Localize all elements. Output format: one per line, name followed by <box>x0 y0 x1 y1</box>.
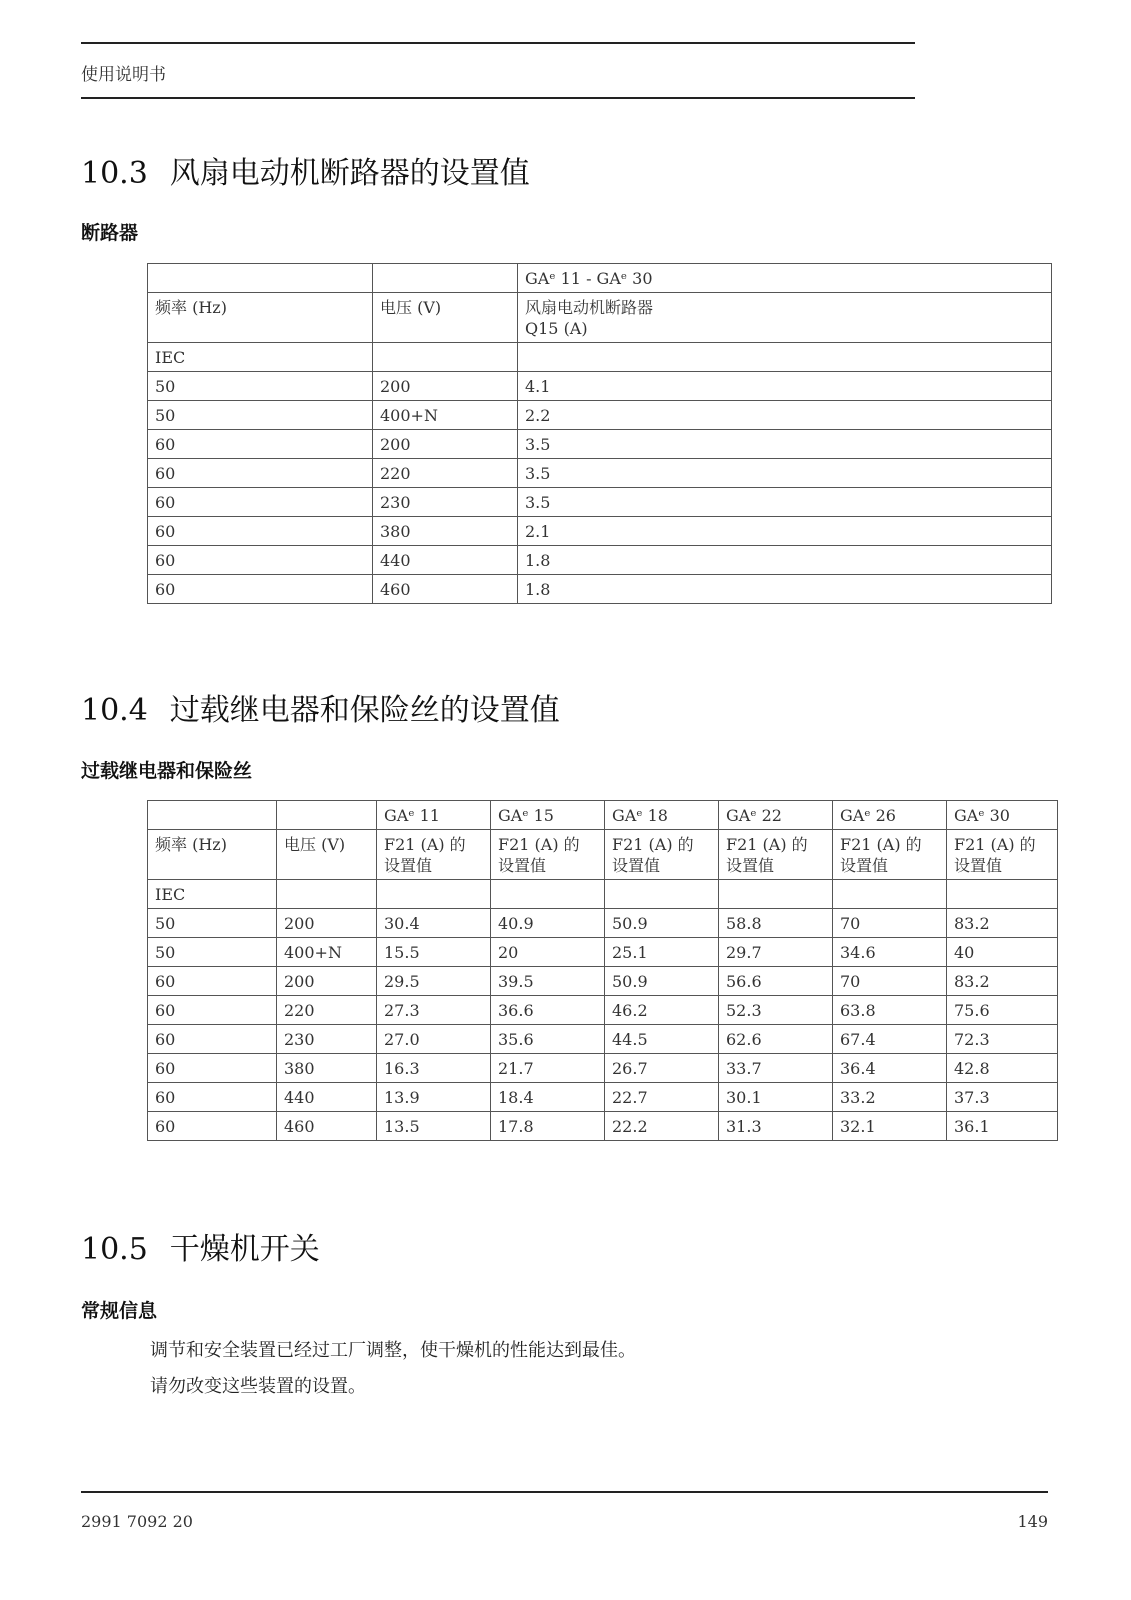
header-line: F21 (A) 的 <box>726 835 808 854</box>
overload-table <box>147 800 1058 1141</box>
table-cell: 21.7 <box>491 1054 605 1083</box>
table-cell: 83.2 <box>947 909 1058 938</box>
table-cell: 440 <box>373 546 518 575</box>
header-line: 设置值 <box>384 856 433 875</box>
table-cell: 460 <box>277 1112 377 1141</box>
table-cell: 15.5 <box>377 938 491 967</box>
table-cell: 50.9 <box>605 967 719 996</box>
table-cell: 200 <box>373 430 518 459</box>
table-cell: 27.3 <box>377 996 491 1025</box>
table-row <box>148 343 1052 372</box>
section-heading-10-5 <box>81 1224 320 1268</box>
table-cell: 32.1 <box>833 1112 947 1141</box>
table-row <box>148 575 1052 604</box>
table-cell: 40.9 <box>491 909 605 938</box>
table-cell: 60 <box>148 459 373 488</box>
table-cell: 60 <box>148 1025 277 1054</box>
table-cell: 380 <box>277 1054 377 1083</box>
table-row <box>148 830 1058 880</box>
table-cell: 1.8 <box>518 546 1052 575</box>
table-cell: 4.1 <box>518 372 1052 401</box>
table-cell: 52.3 <box>719 996 833 1025</box>
table-cell: 29.5 <box>377 967 491 996</box>
table-cell: 200 <box>373 372 518 401</box>
header-line: F21 (A) 的 <box>954 835 1036 854</box>
table-cell: 380 <box>373 517 518 546</box>
table-cell: 27.0 <box>377 1025 491 1054</box>
table-row <box>148 546 1052 575</box>
table-cell: 70 <box>833 967 947 996</box>
table-cell: 230 <box>277 1025 377 1054</box>
breaker-table-body <box>148 264 1052 604</box>
table-cell: 50 <box>148 909 277 938</box>
table-cell: 460 <box>373 575 518 604</box>
table-cell: 46.2 <box>605 996 719 1025</box>
header-line: F21 (A) 的 <box>498 835 580 854</box>
table-row <box>148 1025 1058 1054</box>
table-row <box>148 459 1052 488</box>
table-cell: 230 <box>373 488 518 517</box>
table-cell: 60 <box>148 996 277 1025</box>
table-cell: 36.6 <box>491 996 605 1025</box>
model-header: GAᵉ 15 <box>491 801 605 830</box>
table-cell: 60 <box>148 488 373 517</box>
table-cell: 3.5 <box>518 459 1052 488</box>
table-cell: 20 <box>491 938 605 967</box>
breaker-table <box>147 263 1052 604</box>
table-cell: 60 <box>148 1112 277 1141</box>
table-cell <box>377 880 491 909</box>
col-header-frequency: 频率 (Hz) <box>148 830 277 880</box>
paragraph: 请勿改变这些装置的设置。 <box>150 1376 366 1397</box>
table-cell: 37.3 <box>947 1083 1058 1112</box>
table-cell: 60 <box>148 430 373 459</box>
header-line: Q15 (A) <box>525 319 588 338</box>
table-cell: 35.6 <box>491 1025 605 1054</box>
table-row <box>148 264 1052 293</box>
model-header: GAᵉ 26 <box>833 801 947 830</box>
table-cell: 44.5 <box>605 1025 719 1054</box>
value-header <box>491 830 605 880</box>
table-cell <box>491 880 605 909</box>
value-header <box>605 830 719 880</box>
section-subtitle: 过载继电器和保险丝 <box>81 760 253 782</box>
table-cell <box>148 801 277 830</box>
header-line: F21 (A) 的 <box>840 835 922 854</box>
table-cell: 60 <box>148 546 373 575</box>
table-cell <box>277 880 377 909</box>
table-cell <box>518 343 1052 372</box>
header-line: 设置值 <box>954 856 1003 875</box>
table-cell: 1.8 <box>518 575 1052 604</box>
header-line: 设置值 <box>726 856 775 875</box>
table-cell: 36.1 <box>947 1112 1058 1141</box>
table-cell <box>833 880 947 909</box>
table-cell <box>605 880 719 909</box>
value-header <box>947 830 1058 880</box>
table-cell: 18.4 <box>491 1083 605 1112</box>
table-cell: 3.5 <box>518 430 1052 459</box>
model-range-header: GAᵉ 11 - GAᵉ 30 <box>518 264 1052 293</box>
table-cell: 60 <box>148 575 373 604</box>
table-cell: 70 <box>833 909 947 938</box>
table-cell: 200 <box>277 967 377 996</box>
header-line: 设置值 <box>612 856 661 875</box>
table-cell: 200 <box>277 909 377 938</box>
section-subtitle: 常规信息 <box>81 1300 158 1322</box>
table-cell: 3.5 <box>518 488 1052 517</box>
table-cell: 42.8 <box>947 1054 1058 1083</box>
table-cell: 30.4 <box>377 909 491 938</box>
model-header: GAᵉ 18 <box>605 801 719 830</box>
footer-rule <box>81 1491 1048 1493</box>
table-cell: 2.2 <box>518 401 1052 430</box>
table-cell: 220 <box>277 996 377 1025</box>
header-line: F21 (A) 的 <box>612 835 694 854</box>
col-header-voltage: 电压 (V) <box>373 293 518 343</box>
value-header <box>719 830 833 880</box>
table-cell: 60 <box>148 517 373 546</box>
table-cell: 400+N <box>373 401 518 430</box>
section-title: 过载继电器和保险丝的设置值 <box>169 693 560 728</box>
model-header: GAᵉ 22 <box>719 801 833 830</box>
section-title: 风扇电动机断路器的设置值 <box>169 156 530 191</box>
table-cell: 30.1 <box>719 1083 833 1112</box>
table-cell: 67.4 <box>833 1025 947 1054</box>
table-cell: 22.7 <box>605 1083 719 1112</box>
table-row <box>148 372 1052 401</box>
section-subtitle: 断路器 <box>81 222 139 244</box>
table-row <box>148 293 1052 343</box>
table-cell: 36.4 <box>833 1054 947 1083</box>
table-cell: 60 <box>148 967 277 996</box>
section-number: 10.4 <box>81 693 148 728</box>
table-row <box>148 880 1058 909</box>
table-cell: 31.3 <box>719 1112 833 1141</box>
header-line: F21 (A) 的 <box>384 835 466 854</box>
table-row <box>148 1083 1058 1112</box>
footer-doc-number: 2991 7092 20 <box>81 1512 193 1531</box>
table-cell: 63.8 <box>833 996 947 1025</box>
table-cell: 33.2 <box>833 1083 947 1112</box>
table-cell: 60 <box>148 1054 277 1083</box>
footer-page-number: 149 <box>1017 1512 1048 1531</box>
table-cell: 400+N <box>277 938 377 967</box>
table-cell: 22.2 <box>605 1112 719 1141</box>
table-cell: 34.6 <box>833 938 947 967</box>
table-cell: 33.7 <box>719 1054 833 1083</box>
table-row <box>148 430 1052 459</box>
header-line: 设置值 <box>498 856 547 875</box>
table-cell: 39.5 <box>491 967 605 996</box>
table-cell <box>277 801 377 830</box>
table-cell: 440 <box>277 1083 377 1112</box>
table-row <box>148 801 1058 830</box>
table-cell: 58.8 <box>719 909 833 938</box>
col-header-breaker <box>518 293 1052 343</box>
table-cell: 50 <box>148 372 373 401</box>
table-cell: 50 <box>148 401 373 430</box>
table-row <box>148 1112 1058 1141</box>
value-header <box>377 830 491 880</box>
table-cell: 50 <box>148 938 277 967</box>
section-number: 10.3 <box>81 156 148 191</box>
model-header: GAᵉ 30 <box>947 801 1058 830</box>
paragraph: 调节和安全装置已经过工厂调整，使干燥机的性能达到最佳。 <box>150 1340 636 1361</box>
table-cell: 50.9 <box>605 909 719 938</box>
header-line: 风扇电动机断路器 <box>525 298 654 317</box>
table-row <box>148 517 1052 546</box>
standard-label: IEC <box>148 880 277 909</box>
table-cell: 75.6 <box>947 996 1058 1025</box>
header-line: 设置值 <box>840 856 889 875</box>
header-title: 使用说明书 <box>81 65 166 85</box>
table-row <box>148 401 1052 430</box>
standard-label: IEC <box>148 343 373 372</box>
table-cell: 13.9 <box>377 1083 491 1112</box>
table-cell: 29.7 <box>719 938 833 967</box>
table-cell: 40 <box>947 938 1058 967</box>
table-cell: 62.6 <box>719 1025 833 1054</box>
section-heading-10-3 <box>81 148 530 192</box>
table-cell: 13.5 <box>377 1112 491 1141</box>
table-cell: 83.2 <box>947 967 1058 996</box>
table-cell: 26.7 <box>605 1054 719 1083</box>
header-rule-bottom <box>81 97 915 99</box>
section-number: 10.5 <box>81 1232 148 1267</box>
value-header <box>833 830 947 880</box>
table-cell: 17.8 <box>491 1112 605 1141</box>
table-cell: 16.3 <box>377 1054 491 1083</box>
table-cell <box>373 264 518 293</box>
table-cell <box>148 264 373 293</box>
col-header-voltage: 电压 (V) <box>277 830 377 880</box>
table-row <box>148 967 1058 996</box>
section-heading-10-4 <box>81 685 560 729</box>
table-row <box>148 1054 1058 1083</box>
table-cell: 56.6 <box>719 967 833 996</box>
model-header: GAᵉ 11 <box>377 801 491 830</box>
overload-table-body <box>148 801 1058 1141</box>
table-row <box>148 996 1058 1025</box>
table-cell: 25.1 <box>605 938 719 967</box>
table-row <box>148 938 1058 967</box>
table-cell: 2.1 <box>518 517 1052 546</box>
table-cell: 72.3 <box>947 1025 1058 1054</box>
table-cell <box>373 343 518 372</box>
header-rule-top <box>81 42 915 44</box>
table-cell: 60 <box>148 1083 277 1112</box>
table-cell: 220 <box>373 459 518 488</box>
table-row <box>148 488 1052 517</box>
col-header-frequency: 频率 (Hz) <box>148 293 373 343</box>
table-row <box>148 909 1058 938</box>
section-title: 干燥机开关 <box>169 1232 320 1267</box>
table-cell <box>947 880 1058 909</box>
table-cell <box>719 880 833 909</box>
